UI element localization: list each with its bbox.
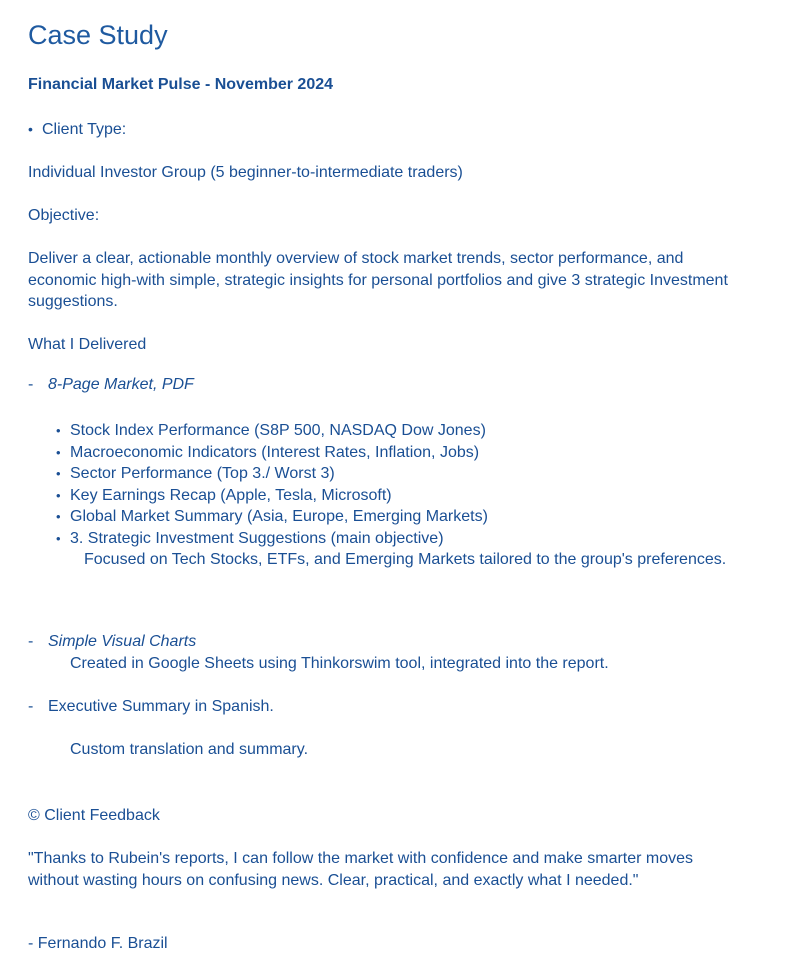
delivered-item-title: Executive Summary in Spanish.	[48, 698, 274, 715]
objective-text: Deliver a clear, actionable monthly overview of stock market trends, sector performance, and economic high-with simple, strategic insights for personal portfolios and give 3 strategic Investment suggestions.	[28, 250, 728, 310]
delivered-item-title: Simple Visual Charts	[48, 633, 197, 650]
dash-icon: -	[28, 698, 34, 715]
objective-label: Objective:	[28, 207, 100, 224]
bullet-icon: •	[28, 121, 33, 137]
dash-icon: -	[28, 633, 34, 650]
page-subtitle: Financial Market Pulse - November 2024	[28, 76, 334, 93]
dash-icon: -	[28, 376, 34, 393]
list-item-continuation: Focused on Tech Stocks, ETFs, and Emerging Markets tailored to the group's preferences.	[84, 551, 727, 568]
list-item: • Global Market Summary (Asia, Europe, Emerging Markets)	[56, 508, 488, 525]
client-type-label: Client Type:	[42, 121, 127, 138]
list-item: • Key Earnings Recap (Apple, Tesla, Microsoft)	[56, 486, 392, 504]
delivered-item-title: 8-Page Market, PDF	[48, 376, 194, 393]
list-item: • Macroeconomic Indicators (Interest Rates, Inflation, Jobs)	[56, 443, 480, 461]
delivered-label: What I Delivered	[28, 336, 147, 353]
delivered-item-description: Created in Google Sheets using Thinkorswim tool, integrated into the report.	[70, 655, 609, 672]
list-item: • 3. Strategic Investment Suggestions (main objective)	[56, 529, 444, 547]
feedback-quote: "Thanks to Rubein's reports, I can follow the market with confidence and make smarter moves without wasting hours on confusing news. Clear, practical, and exactly what I needed."	[28, 850, 694, 889]
page-title: Case Study	[28, 20, 168, 50]
delivered-item-description: Custom translation and summary.	[70, 741, 309, 758]
delivered-item-pdf	[28, 376, 728, 398]
list-item: • Stock Index Performance (S8P 500, NASDAQ Dow Jones)	[56, 422, 486, 439]
delivered-item-summary	[28, 698, 728, 720]
pdf-contents-list	[56, 420, 744, 571]
feedback-author: - Fernando F. Brazil	[28, 935, 168, 952]
feedback-label: © Client Feedback	[28, 807, 160, 824]
client-type-value: Individual Investor Group (5 beginner-to-intermediate traders)	[28, 164, 463, 181]
delivered-item-charts	[28, 633, 728, 655]
list-item: • Sector Performance (Top 3./ Worst 3)	[56, 465, 335, 482]
client-type-heading	[28, 119, 126, 141]
